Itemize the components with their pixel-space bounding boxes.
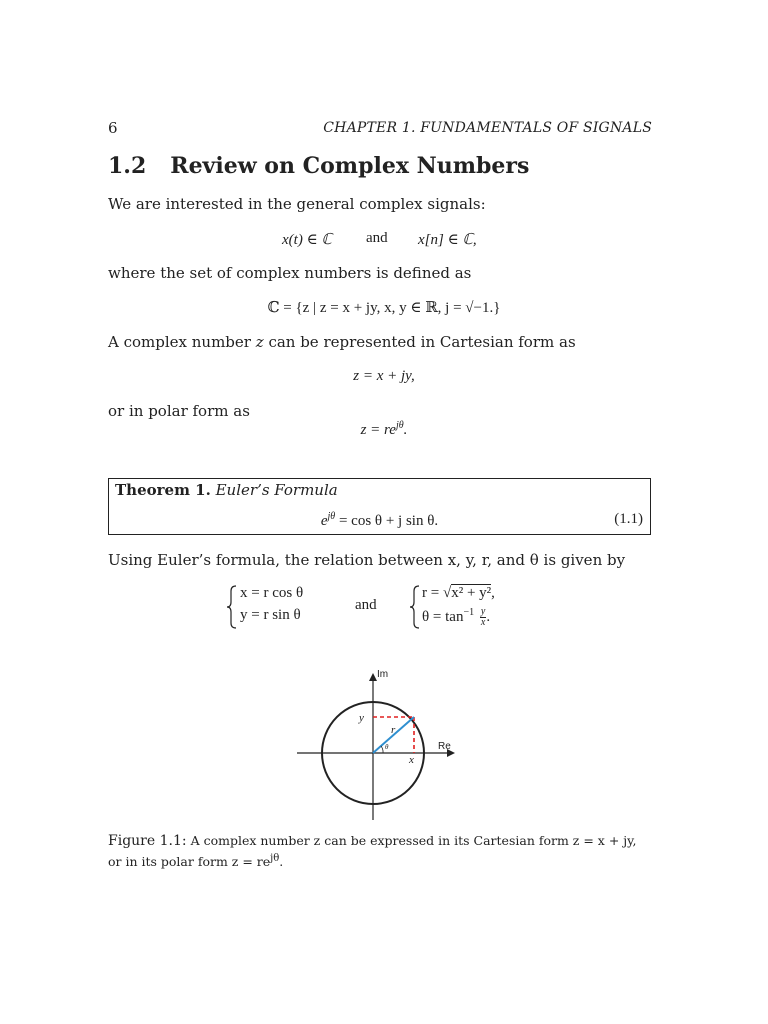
euler-rest: = cos θ + j sin θ. <box>335 513 439 529</box>
equation-r <box>422 585 495 602</box>
equation-r-end: , <box>491 585 495 601</box>
running-head: CHAPTER 1. FUNDAMENTALS OF SIGNALS <box>323 120 652 136</box>
fraction-denominator: x <box>480 617 486 629</box>
equation-polar-end: . <box>403 422 408 438</box>
figure-caption-end: . <box>279 854 284 870</box>
equation-polar-base: z = re <box>360 422 396 438</box>
section-title <box>108 153 529 179</box>
euler-formula <box>109 511 650 530</box>
euler-exp: jθ <box>327 511 336 522</box>
equation-theta <box>422 607 490 628</box>
section-number: 1.2 <box>108 153 147 179</box>
label-r: r <box>391 724 396 736</box>
figure-caption-text: A complex number z can be expressed in its Cartesian form z = x + jy, or in its polar form z = re <box>108 833 637 870</box>
equation-complex-set: ℂ = {z | z = x + jy, x, y ∈ ℝ, j = √−1.} <box>267 300 501 316</box>
right-brace <box>409 585 421 629</box>
label-theta: θ <box>385 743 389 751</box>
figure-caption-label: Figure 1.1: <box>108 833 187 849</box>
label-im: Im <box>377 669 389 680</box>
paragraph-intro: We are interested in the general complex signals: <box>108 195 486 213</box>
paragraph-cartesian-b: can be represented in Cartesian form as <box>268 333 576 351</box>
label-y: y <box>359 712 364 724</box>
equation-xn: x[n] ∈ ℂ, <box>418 232 477 248</box>
label-x: x <box>409 754 414 766</box>
sqrt-sign: √ <box>442 585 452 601</box>
label-re: Re <box>438 741 451 752</box>
theorem-name: Euler’s Formula <box>215 481 338 499</box>
equation-theta-end: . <box>486 609 491 625</box>
paragraph-polar: or in polar form as <box>108 402 250 420</box>
equation-number: (1.1) <box>614 511 643 527</box>
paragraph-set-definition: where the set of complex numbers is defined as <box>108 264 472 282</box>
paragraph-cartesian-var: z <box>255 333 264 351</box>
page-number: 6 <box>108 119 118 137</box>
imaginary-axis-arrow <box>369 673 377 681</box>
equation-cartesian: z = x + jy, <box>353 368 415 384</box>
equation-xt: x(t) ∈ ℂ <box>282 232 332 248</box>
left-brace <box>226 585 238 629</box>
sqrt-radicand: x² + y² <box>451 585 492 601</box>
theorem-box <box>108 478 651 535</box>
section-title-text: Review on Complex Numbers <box>170 153 530 179</box>
equation-theta-exp: −1 <box>463 607 475 618</box>
equation-polar-exp: jθ <box>395 420 404 431</box>
figure-caption-exp: jθ <box>270 853 280 864</box>
equation-theta-a: θ = tan <box>422 609 464 625</box>
equation-y-rsin: y = r sin θ <box>240 607 301 623</box>
paragraph-cartesian <box>108 333 576 351</box>
equation-polar <box>0 420 768 439</box>
complex-plane-figure <box>297 663 463 820</box>
euler-base: e <box>320 513 328 529</box>
equation-and: and <box>366 230 388 246</box>
paragraph-relation: Using Euler’s formula, the relation between x, y, r, and θ is given by <box>108 551 626 569</box>
equation-r-a: r = <box>422 585 443 601</box>
figure-caption <box>108 832 653 870</box>
equation-x-rcos: x = r cos θ <box>240 585 304 601</box>
relation-and: and <box>355 597 377 613</box>
paragraph-cartesian-a: A complex number <box>108 333 251 351</box>
fraction-numerator: y <box>480 606 486 618</box>
theorem-heading <box>115 481 338 499</box>
theorem-label: Theorem 1. <box>115 481 211 499</box>
angle-arc <box>381 746 383 753</box>
